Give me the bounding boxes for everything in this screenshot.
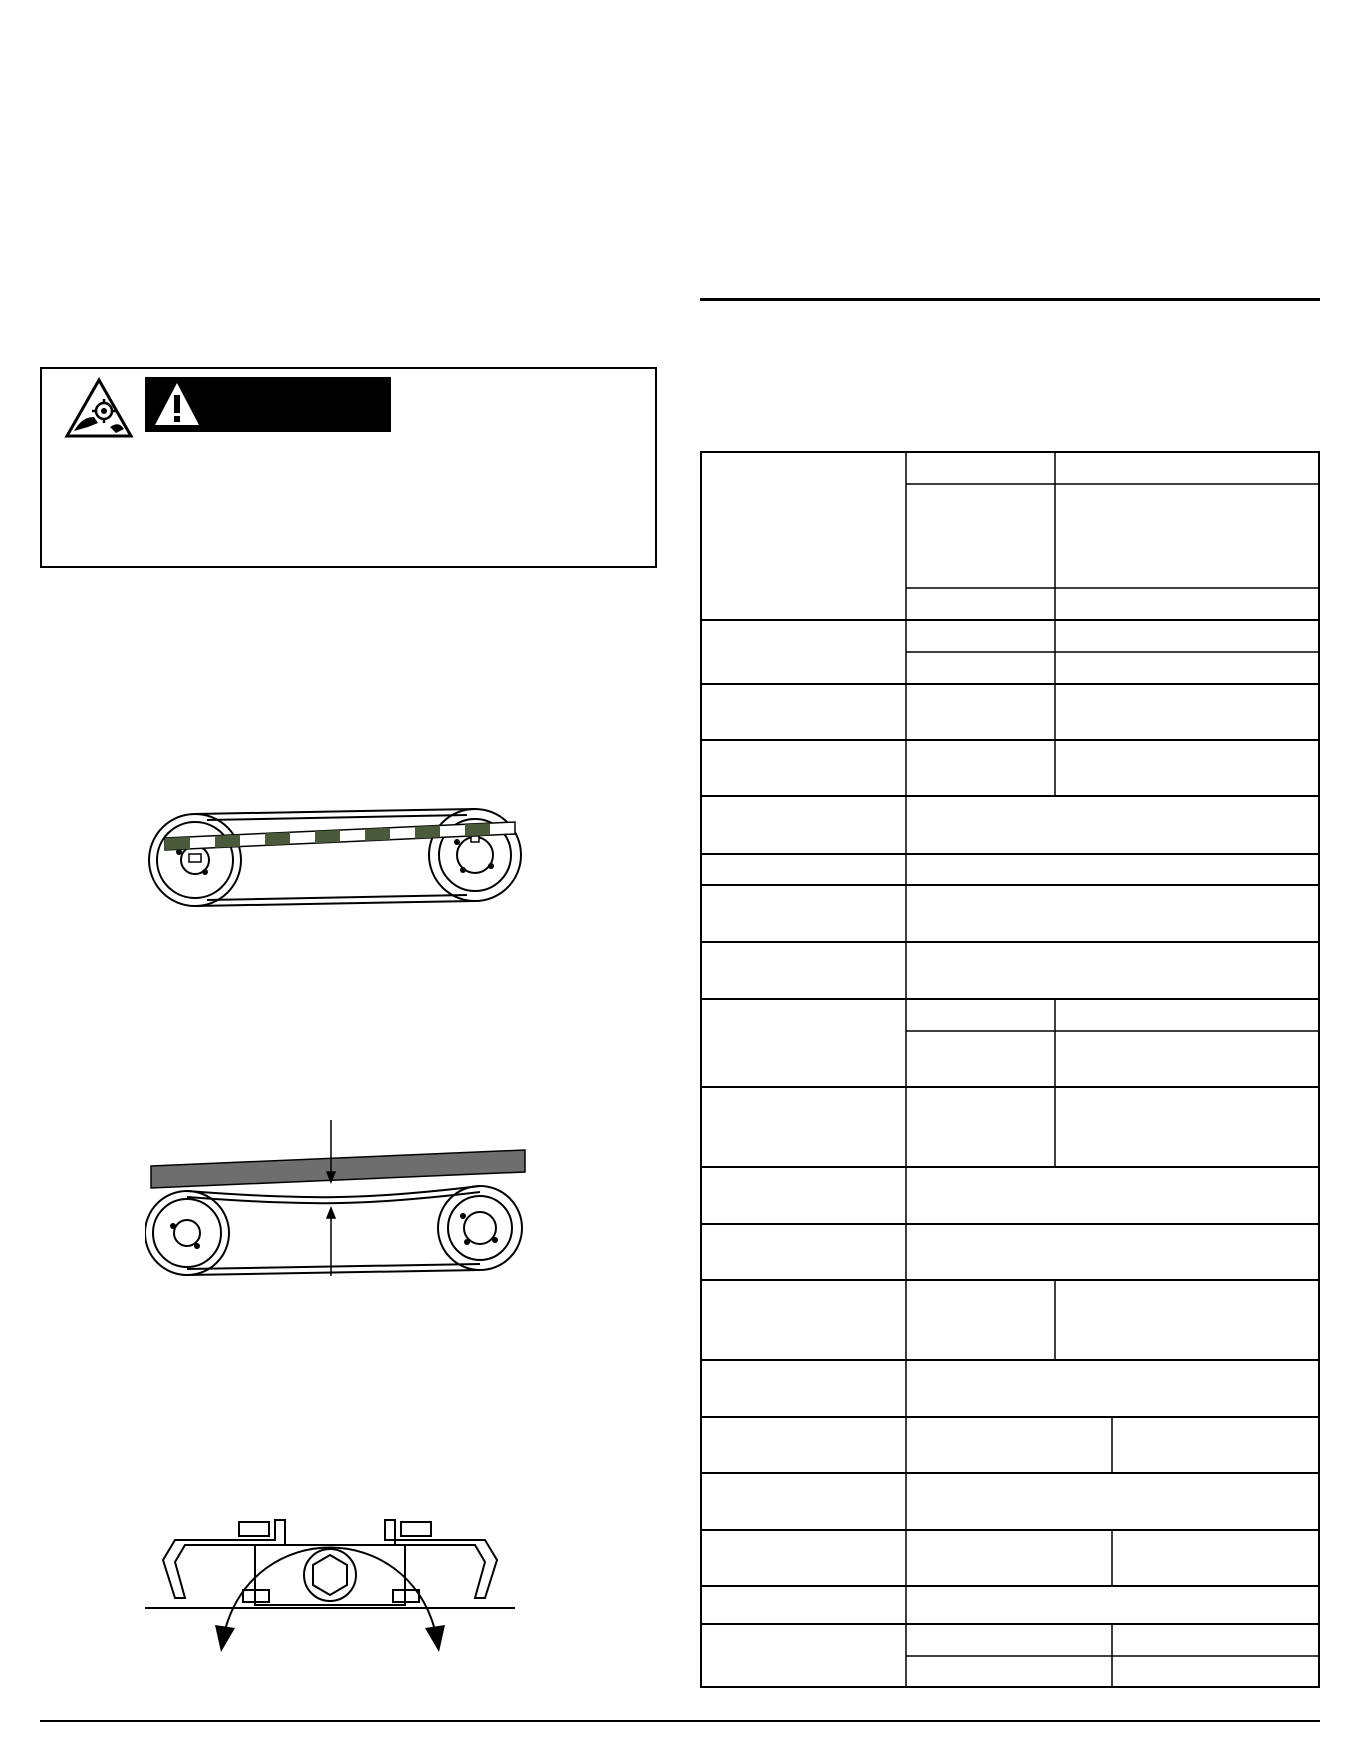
spec-row-label (702, 799, 906, 803)
warning-signal-banner (145, 377, 391, 432)
spec-row-label (702, 455, 906, 459)
spec-table-grid (700, 451, 1320, 1688)
straightedge-marker (265, 832, 290, 845)
spec-row-label (702, 687, 906, 691)
pinch-point-hazard-icon (64, 377, 134, 439)
belt-alignment-straightedge-figure (145, 800, 525, 915)
motor-mount-pivot-figure (145, 1500, 515, 1660)
straightedge-marker (415, 825, 440, 838)
warning-box (40, 367, 657, 568)
belt-deflection-figure (145, 1118, 530, 1283)
straightedge-marker (465, 823, 490, 836)
straightedge-marker (165, 837, 190, 850)
section-divider-rule (700, 298, 1320, 301)
straightedge-marker (365, 828, 390, 841)
page-footer-rule (40, 1720, 1320, 1722)
straightedge-marker (315, 830, 340, 843)
spec-row-label (702, 743, 906, 747)
spec-table (700, 451, 1320, 1688)
exclamation-triangle-icon (153, 381, 201, 429)
spec-row-label (702, 623, 906, 627)
straightedge-marker (215, 835, 240, 848)
